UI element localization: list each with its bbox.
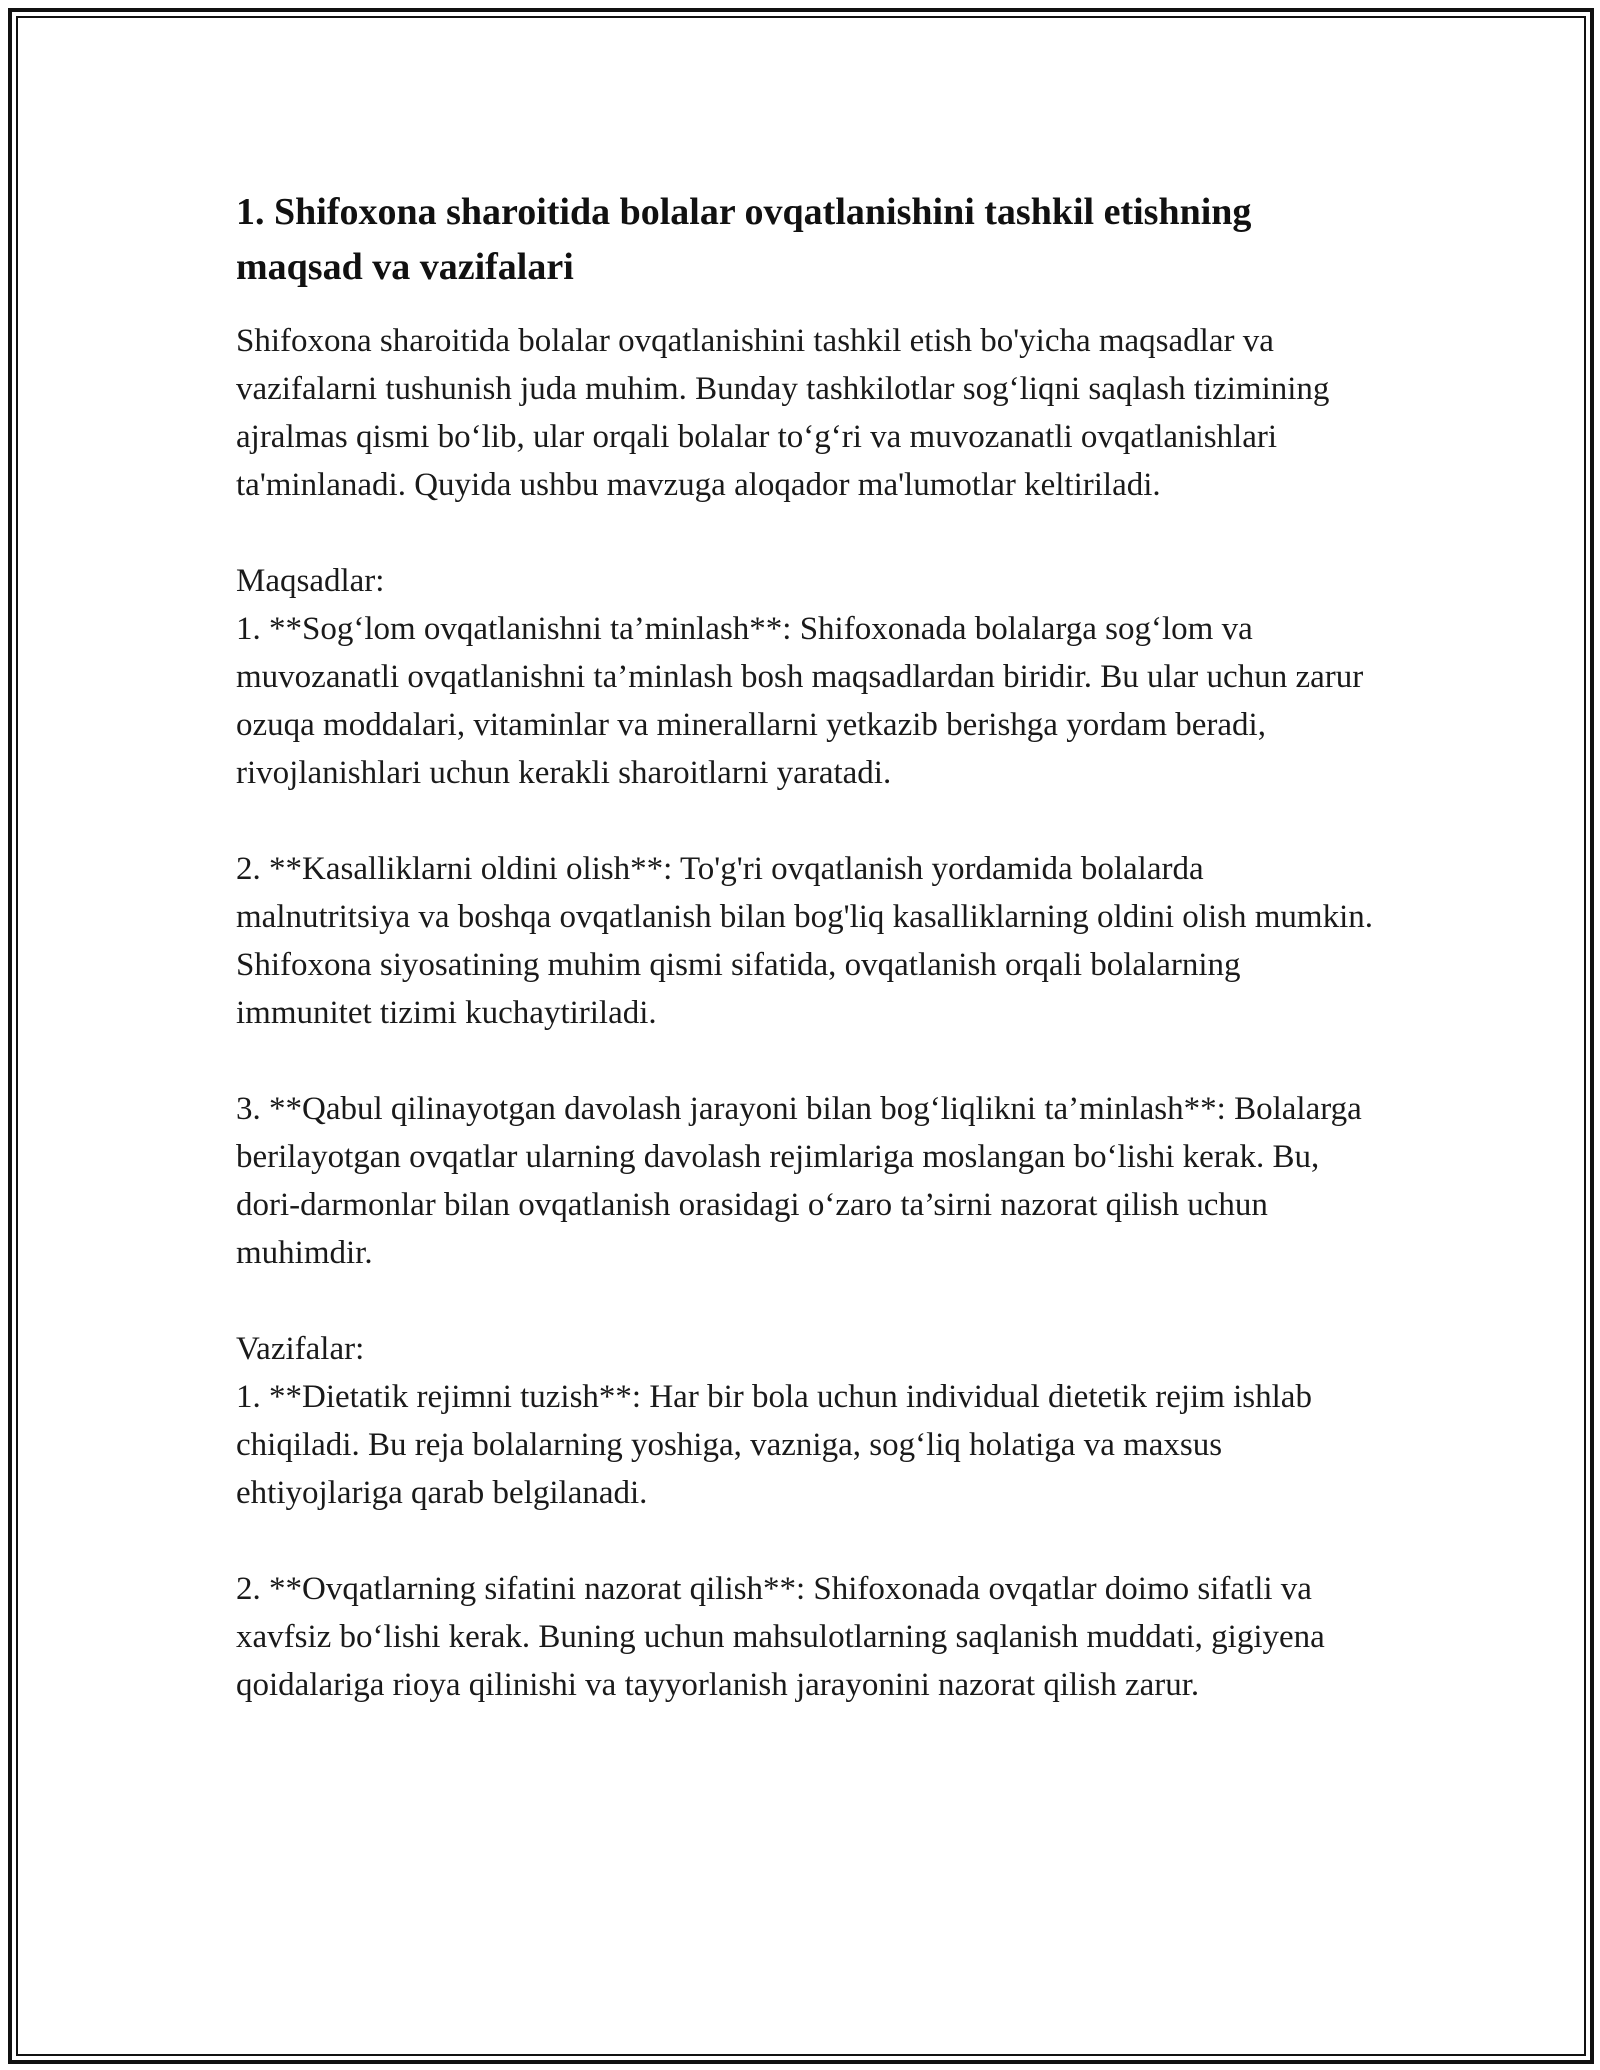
tasks-label: Vazifalar: [236, 1331, 365, 1367]
document-body [236, 185, 1382, 1709]
paragraph-spacer [236, 1517, 1376, 1565]
goal-item-3: 3. **Qabul qilinayotgan davolash jarayoni bilan bog‘liqlikni ta’minlash**: Bolalarga berilayotgan ovqatlar ularning davolash rejimlariga moslangan bo‘lishi kerak. Bu, dori-darmonlar bilan ovqatlanish orasidagi o‘zaro ta’sirni nazorat qilish uchun muhimdir. [236, 1091, 1371, 1271]
paragraph-spacer [236, 1277, 1376, 1325]
task-item-1: 1. **Dietatik rejimni tuzish**: Har bir bola uchun individual dietetik rejim ishlab chiqiladi. Bu reja bolalarning yoshiga, vazniga, sog‘liq holatiga va maxsus ehtiyojlariga qarab belgilanadi. [236, 1379, 1321, 1511]
task-item-2: 2. **Ovqatlarning sifatini nazorat qilish**: Shifoxonada ovqatlar doimo sifatli va xavfsiz bo‘lishi kerak. Buning uchun mahsulotlarning saqlanish muddati, gigiyena qoidalariga rioya qilinishi va tayyorlanish jarayonini nazorat qilish zarur. [236, 1571, 1334, 1703]
paragraph-spacer [236, 797, 1376, 845]
goals-label: Maqsadlar: [236, 563, 385, 599]
paragraph-spacer [236, 509, 1376, 557]
goal-item-2: 2. **Kasalliklarni oldini olish**: To'g'ri ovqatlanish yordamida bolalarda malnutritsiya va boshqa ovqatlanish bilan bog'liq kasalliklarning oldini olish mumkin. Shifoxona siyosatining muhim qismi sifatida, ovqatlanish orqali bolalarning immunitet tizimi kuchaytiriladi. [236, 851, 1382, 1031]
intro-paragraph: Shifoxona sharoitida bolalar ovqatlanishini tashkil etish bo'yicha maqsadlar va vazifalarni tushunish juda muhim. Bunday tashkilotlar sog‘liqni saqlash tizimining ajralmas qismi bo‘lib, ular orqali bolalar to‘g‘ri va muvozanatli ovqatlanishlari ta'minlanadi. Quyida ushbu mavzuga aloqador ma'lumotlar keltiriladi. [236, 323, 1338, 503]
goal-item-1: 1. **Sog‘lom ovqatlanishni ta’minlash**: Shifoxonada bolalarga sog‘lom va muvozanatli ovqatlanishni ta’minlash bosh maqsadlardan biridir. Bu ular uchun zarur ozuqa moddalari, vitaminlar va minerallarni yetkazib berishga yordam beradi, rivojlanishlari uchun kerakli sharoitlarni yaratadi. [236, 611, 1372, 791]
paragraph-spacer [236, 1037, 1376, 1085]
section-heading: 1. Shifoxona sharoitida bolalar ovqatlanishini tashkil etishning maqsad va vazifalari [236, 191, 1252, 288]
